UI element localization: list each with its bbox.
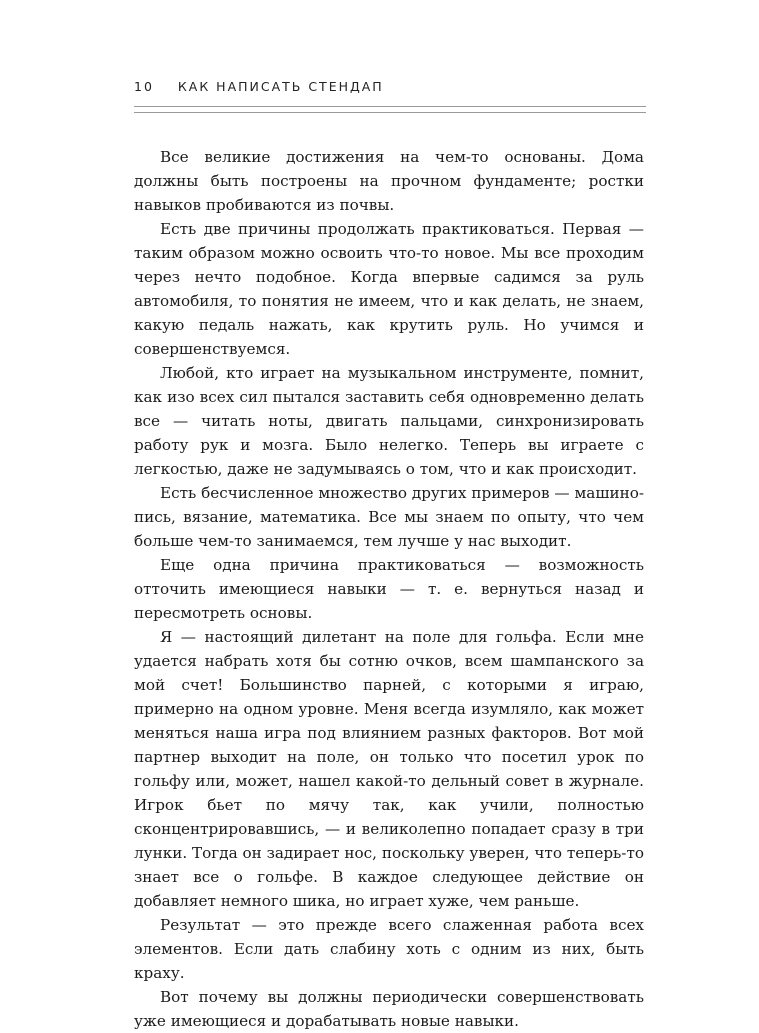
paragraph: Все великие достижения на чем-то основаны. Дома должны быть построены на прочном фундаменте; ростки навыков пробиваются из почвы. [134,148,644,214]
running-title: КАК НАПИСАТЬ СТЕНДАП [177,79,384,94]
paragraph: Еще одна причина практиковаться — возможность отточить имеющиеся навыки — т. е. вернуться назад и пересмотреть основы. [134,556,644,622]
header-rule-bottom [134,112,646,113]
header-rule-top [134,106,646,107]
running-head [134,79,384,94]
paragraph: Есть бесчисленное множество других примеров — машинопись, вязание, математика. Все мы знаем по опыту, что чем больше чем-то занимаемся, тем лучше у нас выходит. [134,484,644,550]
page-number: 10 [134,79,154,94]
paragraph: Есть две причины продолжать практиковаться. Первая — таким образом можно освоить что-то новое. Мы все проходим через нечто подобное. Когда впервые садимся за руль автомобиля, то понятия не имеем, что и как делать, не знаем, какую педаль нажать, как крутить руль. Но учимся и совершенствуемся. [134,220,644,358]
paragraph: Результат — это прежде всего слаженная работа всех элементов. Если дать слабину хоть с одним из них, быть краху. [134,916,644,982]
paragraph: Любой, кто играет на музыкальном инструменте, помнит, как изо всех сил пытался заставить себя одновременно делать все — читать ноты, двигать пальцами, синхронизировать работу рук и мозга. Было нелегко. Теперь вы играете с легкостью, даже не задумываясь о том, что и как происходит. [134,364,644,478]
body-text [134,145,644,1033]
paragraph: Вот почему вы должны периодически совершенствовать уже имеющиеся и дорабатывать новые навыки. [134,988,644,1030]
paragraph: Я — настоящий дилетант на поле для гольфа. Если мне удается набрать хотя бы сотню очков, всем шампанского за мой счет! Большинство парней, с которыми я играю, примерно на одном уровне. Меня всегда изумляло, как может меняться наша игра под влиянием разных факторов. Вот мой партнер выходит на поле, он только что посетил урок по гольфу или, может, нашел какой-то дельный совет в журнале. Игрок бьет по мячу так, как учили, полностью сконцентрировавшись, — и великолепно попадает сразу в три лунки. Тогда он задирает нос, поскольку уверен, что теперь-то знает все о гольфе. В каждое следующее действие он добавляет немного шика, но играет хуже, чем раньше. [134,628,644,910]
